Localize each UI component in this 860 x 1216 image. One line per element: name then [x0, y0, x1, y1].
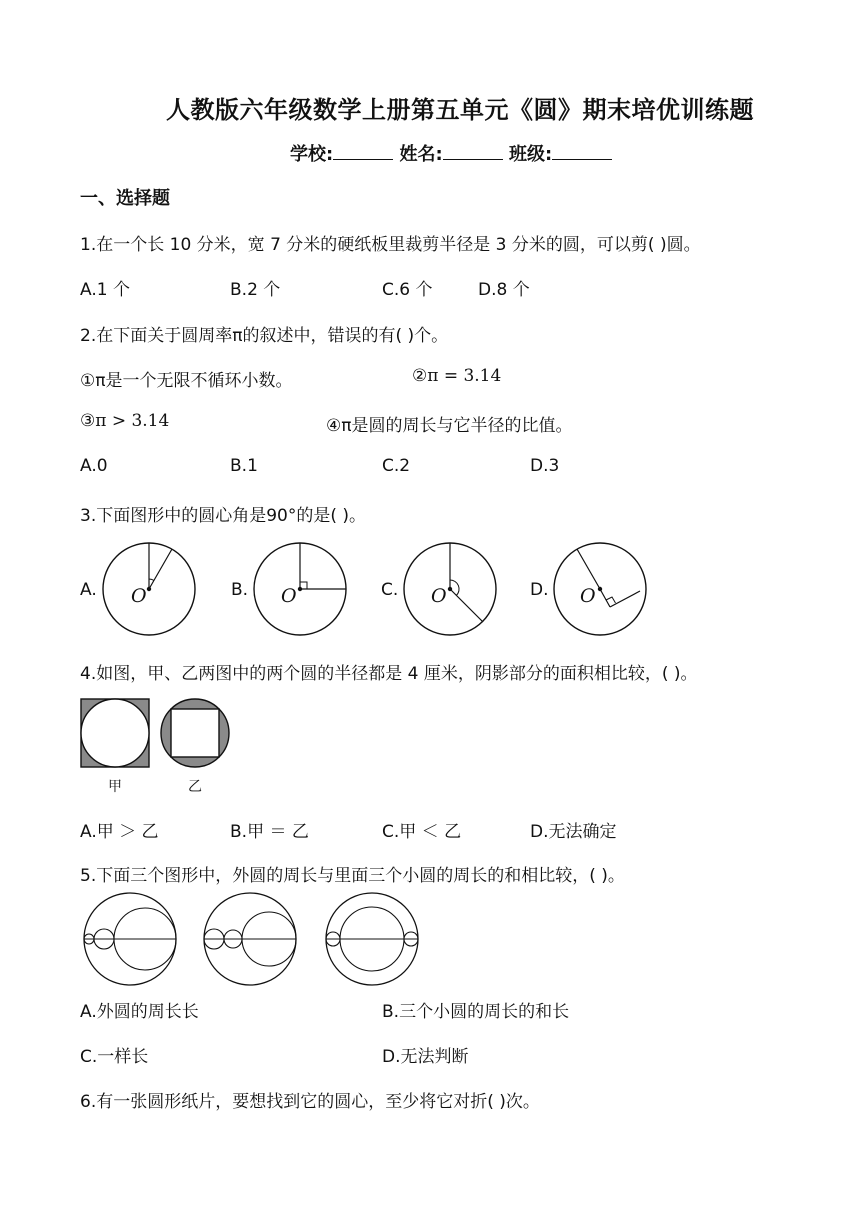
q2-option-d[interactable]: D.3	[530, 456, 560, 476]
q3-label-a[interactable]: A.	[80, 580, 97, 600]
q4-option-a[interactable]: A.甲 ＞ 乙	[80, 822, 159, 842]
name-label: 姓名:	[399, 144, 443, 165]
q3-center-c: O	[431, 585, 447, 607]
q3-center-b: O	[281, 585, 297, 607]
q2-option-c[interactable]: C.2	[382, 456, 411, 476]
q3-circle-b	[251, 540, 351, 640]
name-blank[interactable]	[443, 143, 503, 160]
q1-option-a[interactable]: A.1 个	[80, 280, 130, 300]
q4-figure-yi	[160, 698, 232, 770]
q3-circle-c	[401, 540, 501, 640]
q4-option-d[interactable]: D.无法确定	[530, 822, 617, 842]
question-5: 5.下面三个图形中，外圆的周长与里面三个小圆的周长的和相比较，( )。	[80, 866, 625, 886]
q4-option-c[interactable]: C.甲 ＜ 乙	[382, 822, 462, 842]
q3-label-c[interactable]: C.	[381, 580, 399, 600]
class-blank[interactable]	[552, 143, 612, 160]
q3-circle-a	[100, 540, 200, 640]
q2-statement-4: ④π是圆的周长与它半径的比值。	[326, 416, 573, 436]
q1-option-c[interactable]: C.6 个	[382, 280, 433, 300]
q5-figure-3	[322, 892, 422, 986]
q5-option-d[interactable]: D.无法判断	[382, 1047, 469, 1067]
student-info-line	[290, 140, 612, 166]
q3-center-d: O	[580, 585, 596, 607]
page-title: 人教版六年级数学上册第五单元《圆》期末培优训练题	[166, 96, 754, 124]
q4-option-b[interactable]: B.甲 ＝ 乙	[230, 822, 309, 842]
q4-label-yi: 乙	[188, 779, 202, 795]
class-label: 班级:	[508, 144, 553, 165]
q5-option-c[interactable]: C.一样长	[80, 1047, 149, 1067]
q4-label-jia: 甲	[108, 779, 122, 795]
school-label: 学校:	[290, 144, 334, 165]
question-1: 1.在一个长 10 分米，宽 7 分米的硬纸板里裁剪半径是 3 分米的圆，可以剪( )圆。	[80, 235, 701, 255]
q5-figure-2	[200, 892, 300, 986]
q5-option-b[interactable]: B.三个小圆的周长的和长	[382, 1002, 570, 1022]
q2-option-a[interactable]: A.0	[80, 456, 108, 476]
section-heading-choice: 一、选择题	[80, 188, 170, 209]
q3-center-a: O	[131, 585, 147, 607]
q3-label-b[interactable]: B.	[231, 580, 249, 600]
q2-statement-3: ③π > 3.14	[80, 411, 170, 431]
question-4: 4.如图，甲、乙两图中的两个圆的半径都是 4 厘米，阴影部分的面积相比较，( )。	[80, 664, 698, 684]
q5-option-a[interactable]: A.外圆的周长长	[80, 1002, 199, 1022]
q2-statement-1: ①π是一个无限不循环小数。	[80, 371, 293, 391]
q3-label-d[interactable]: D.	[530, 580, 549, 600]
q1-option-d[interactable]: D.8 个	[478, 280, 530, 300]
question-2: 2.在下面关于圆周率π的叙述中，错误的有( )个。	[80, 326, 449, 346]
q1-option-b[interactable]: B.2 个	[230, 280, 281, 300]
q2-option-b[interactable]: B.1	[230, 456, 258, 476]
q2-statement-2: ②π = 3.14	[412, 366, 502, 386]
school-blank[interactable]	[333, 143, 393, 160]
question-6: 6.有一张圆形纸片，要想找到它的圆心，至少将它对折( )次。	[80, 1092, 540, 1112]
q5-figure-1	[80, 892, 180, 986]
q3-circle-d	[551, 540, 651, 640]
question-3: 3.下面图形中的圆心角是90°的是( )。	[80, 506, 367, 526]
q4-figure-jia	[80, 698, 152, 770]
